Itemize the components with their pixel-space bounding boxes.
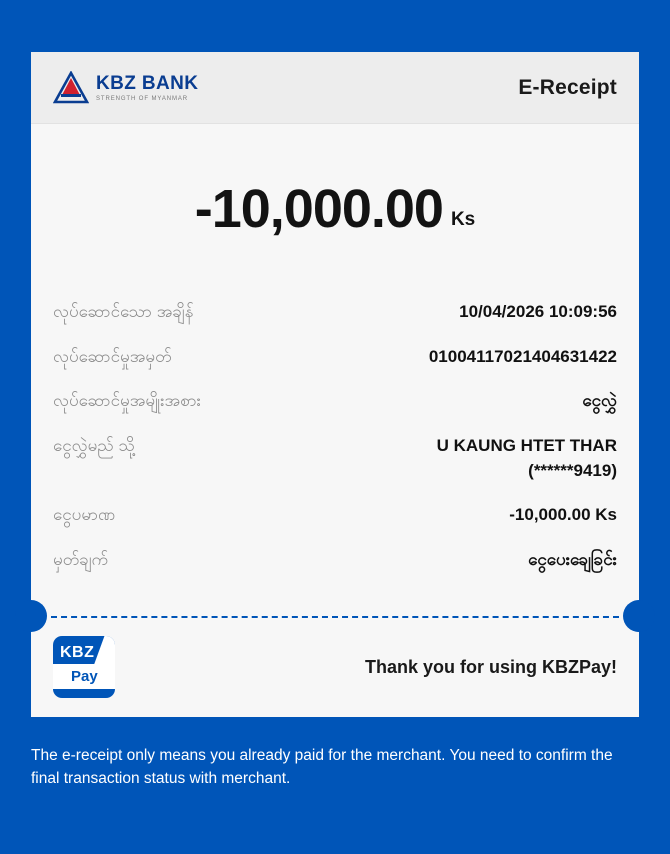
table-row	[53, 290, 617, 335]
row-label: မှတ်ချက်	[53, 549, 109, 569]
row-value	[437, 434, 617, 483]
table-row	[53, 379, 617, 424]
detail-rows	[31, 290, 639, 608]
row-value: ငွေလွှဲ	[582, 391, 617, 411]
disclaimer-text: The e-receipt only means you already paid for the merchant. You need to confirm the final transaction status with merchant.	[31, 747, 613, 787]
perforation-divider	[31, 616, 639, 617]
receipt-header	[31, 52, 639, 124]
notch-right	[623, 600, 655, 632]
row-label: လုပ်ဆောင်မှုအမျိုးအစား	[53, 391, 202, 411]
thank-you-message: Thank you for using KBZPay!	[364, 656, 617, 677]
row-label: ငွေလွှဲမည် သို့	[53, 435, 135, 455]
kbz-triangle-logo-icon	[53, 71, 89, 105]
row-label: လုပ်ဆောင်မှုအမှတ်	[53, 346, 172, 366]
receiver-name: U KAUNG HTET THAR	[436, 435, 617, 455]
row-value: ငွေပေးချေခြင်း	[528, 549, 617, 569]
row-label: ငွေပမာဏ	[53, 505, 116, 525]
row-value: 01004117021404631422	[428, 346, 617, 366]
table-row	[53, 538, 617, 583]
row-value: 10/04/2026 10:09:56	[459, 302, 617, 321]
table-row	[53, 335, 617, 380]
dashed-line	[51, 616, 619, 618]
bank-tagline: STRENGTH OF MYANMAR	[96, 95, 188, 102]
kbzpay-logo-band	[53, 664, 115, 689]
row-value: -10,000.00 Ks	[509, 505, 617, 525]
receipt-footer	[31, 617, 639, 717]
table-row	[53, 493, 617, 538]
kbzpay-logo-top-text: KBZ	[60, 644, 95, 662]
bank-name: KBZ BANK	[96, 72, 199, 94]
amount-currency: Ks	[450, 209, 476, 230]
kbzpay-logo-bottom-text: Pay	[71, 668, 98, 686]
row-label: လုပ်ဆောင်သော အချိန်	[53, 302, 194, 321]
table-row	[53, 424, 617, 493]
page-title: E-Receipt	[518, 75, 617, 99]
kbzpay-logo-icon	[53, 636, 115, 698]
receipt-card	[31, 52, 639, 717]
amount-block	[31, 124, 639, 290]
receiver-account-masked: (******9419)	[528, 460, 617, 480]
amount-value: -10,000.00	[194, 179, 443, 239]
kbz-bank-brand	[53, 71, 198, 105]
